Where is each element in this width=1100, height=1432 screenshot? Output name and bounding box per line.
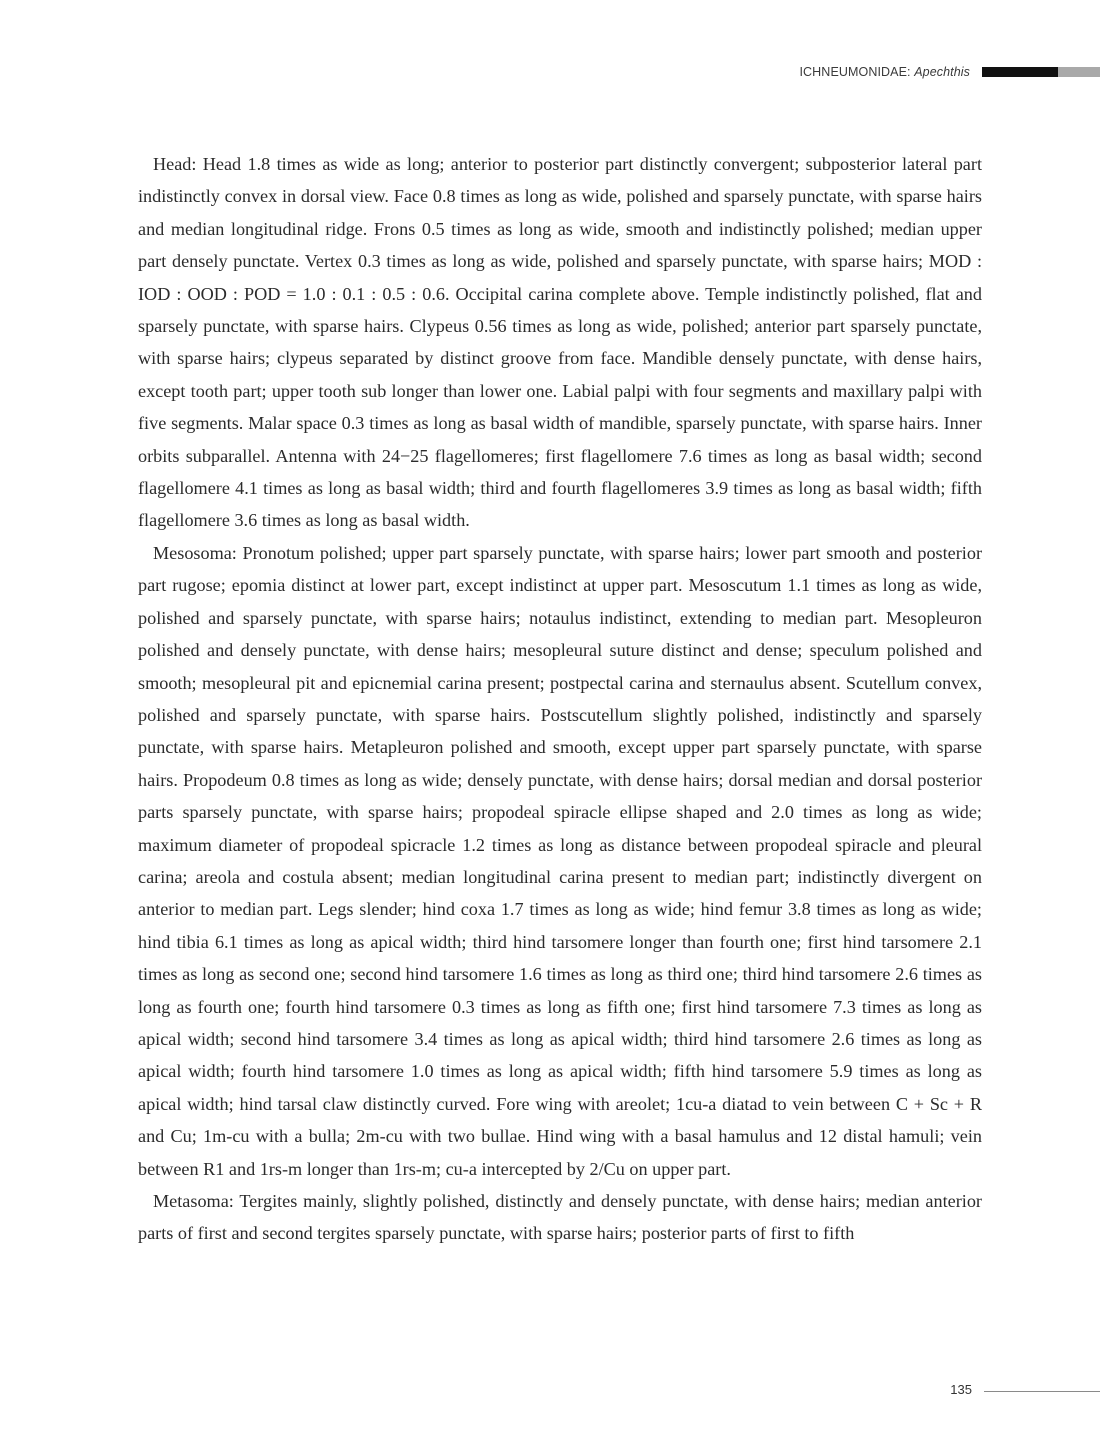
header-bar-gray [1058, 67, 1100, 77]
body-text [138, 148, 982, 1250]
paragraph-head: Head: Head 1.8 times as wide as long; anterior to posterior part distinctly convergent; subposterior lateral part indistinctly convex in dorsal view. Face 0.8 times as long as wide, polished and sparsely punctate, with sparse hairs and median longitudinal ridge. Frons 0.5 times as long as wide, smooth and indistinctly polished; median upper part densely punctate. Vertex 0.3 times as long as wide, polished and sparsely punctate, with sparse hairs; MOD : IOD : OOD : POD = 1.0 : 0.1 : 0.5 : 0.6. Occipital carina complete above. Temple indistinctly polished, flat and sparsely punctate, with sparse hairs. Clypeus 0.56 times as long as wide, polished; anterior part sparsely punctate, with sparse hairs; clypeus separated by distinct groove from face. Mandible densely punctate, with dense hairs, except tooth part; upper tooth sub longer than lower one. Labial palpi with four segments and maxillary palpi with five segments. Malar space 0.3 times as long as basal width of mandible, sparsely punctate, with sparse hairs. Inner orbits subparallel. Antenna with 24−25 flagellomeres; first flagellomere 7.6 times as long as basal width; second flagellomere 4.1 times as long as basal width; third and fourth flagellomeres 3.9 times as long as basal width; fifth flagellomere 3.6 times as long as basal width. [138, 154, 982, 531]
footer-rule [984, 1391, 1100, 1392]
running-header [799, 64, 1100, 80]
header-bar-dark [982, 67, 1058, 77]
header-genus: Apechthis [914, 65, 970, 79]
header-family: ICHNEUMONIDAE: [799, 65, 911, 79]
page-number: 135 [950, 1382, 972, 1397]
paragraph-mesosoma: Mesosoma: Pronotum polished; upper part sparsely punctate, with sparse hairs; lower part smooth and posterior part rugose; epomia distinct at lower part, except indistinct at upper part. Mesoscutum 1.1 times as long as wide, polished and sparsely punctate, with sparse hairs; notaulus indistinct, extending to median part. Mesopleuron polished and densely punctate, with dense hairs; mesopleural suture distinct and dense; speculum polished and smooth; mesopleural pit and epicnemial carina present; postpectal carina and sternaulus absent. Scutellum convex, polished and sparsely punctate, with sparse hairs. Postscutellum slightly polished, indistinctly and sparsely punctate, with sparse hairs. Metapleuron polished and smooth, except upper part sparsely punctate, with sparse hairs. Propodeum 0.8 times as long as wide; densely punctate, with dense hairs; dorsal median and dorsal posterior parts sparsely punctate, with sparse hairs; propodeal spiracle ellipse shaped and 2.0 times as long as wide; maximum diameter of propodeal spicracle 1.2 times as long as distance between propodeal spiracle and pleural carina; areola and costula absent; median longitudinal carina present to median part; indistinctly divergent on anterior to median part. Legs slender; hind coxa 1.7 times as long as wide; hind femur 3.8 times as long as wide; hind tibia 6.1 times as long as apical width; third hind tarsomere longer than fourth one; first hind tarsomere 2.1 times as long as second one; second hind tarsomere 1.6 times as long as third one; third hind tarsomere 2.6 times as long as fourth one; fourth hind tarsomere 0.3 times as long as fifth one; first hind tarsomere 7.3 times as long as apical width; second hind tarsomere 3.4 times as long as apical width; third hind tarsomere 2.6 times as long as apical width; fourth hind tarsomere 1.0 times as long as apical width; fifth hind tarsomere 5.9 times as long as apical width; hind tarsal claw distinctly curved. Fore wing with areolet; 1cu-a diatad to vein between C + Sc + R and Cu; 1m-cu with a bulla; 2m-cu with two bullae. Hind wing with a basal hamulus and 12 distal hamuli; vein between R1 and 1rs-m longer than 1rs-m; cu-a intercepted by 2/Cu on upper part. [138, 542, 982, 1179]
paragraph-metasoma: Metasoma: Tergites mainly, slightly polished, distinctly and densely punctate, with dense hairs; median anterior parts of first and second tergites sparsely punctate, with sparse hairs; posterior parts of first to fifth [138, 1191, 982, 1244]
page-footer [0, 1382, 1100, 1402]
running-header-label [799, 65, 970, 79]
